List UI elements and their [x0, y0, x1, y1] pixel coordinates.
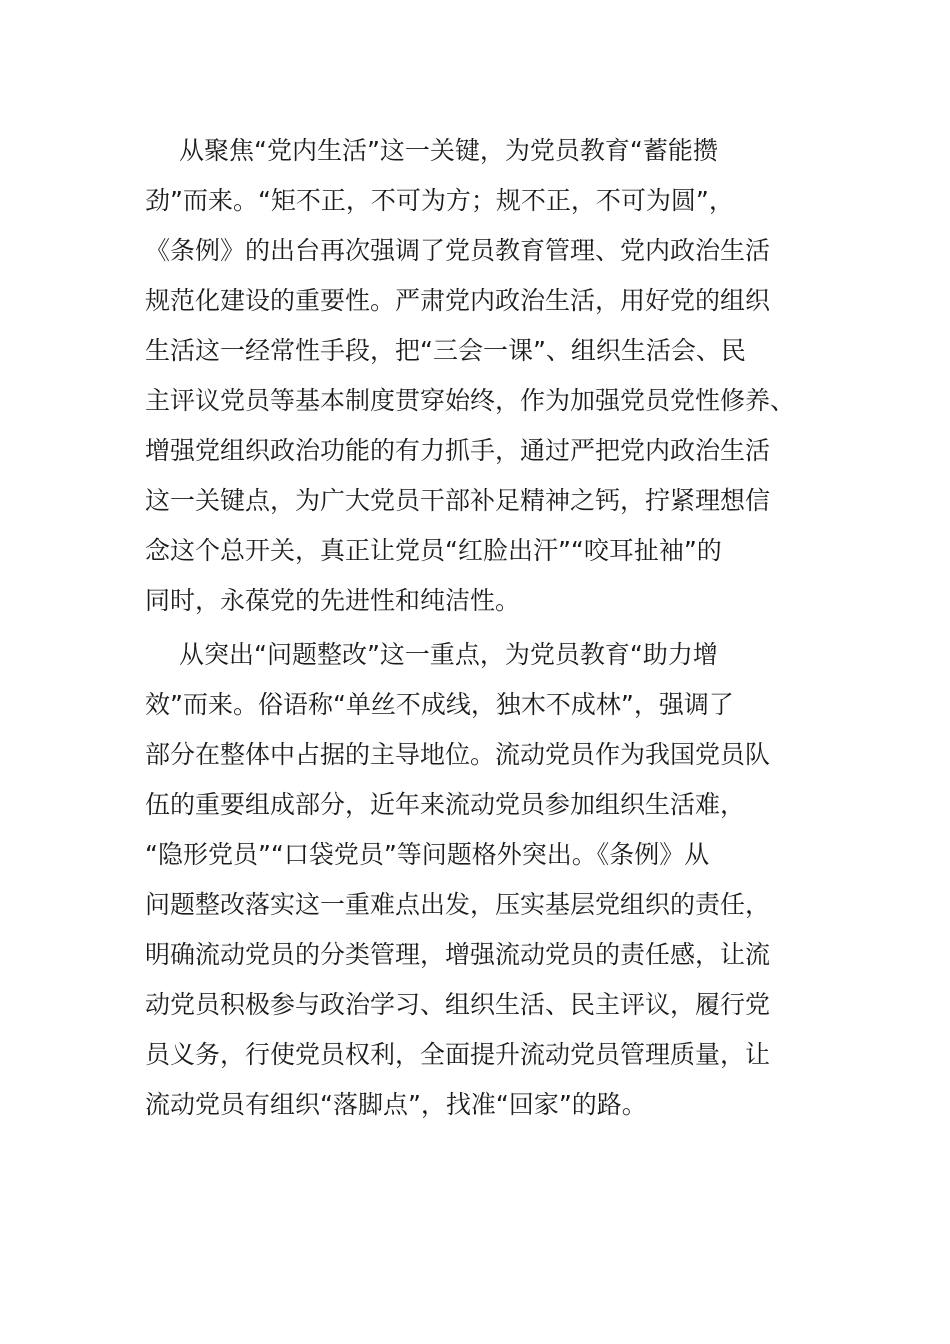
paragraph-line: 部分在整体中占据的主导地位。流动党员作为我国党员队 [145, 740, 771, 769]
paragraph-line: 这一关键点，为广大党员干部补足精神之钙，拧紧理想信 [145, 486, 771, 515]
paragraph-1 [145, 126, 805, 626]
paragraph-line: 增强党组织政治功能的有力抓手，通过严把党内政治生活 [145, 436, 771, 465]
paragraph-line: 《条例》的出台再次强调了党员教育管理、党内政治生活 [145, 236, 771, 265]
document-body [145, 126, 805, 1130]
paragraph-line: 流动党员有组织“落脚点”，找准“回家”的路。 [145, 1090, 647, 1119]
paragraph-line: 效”而来。俗语称“单丝不成线，独木不成林”，强调了 [145, 690, 734, 719]
paragraph-line: 伍的重要组成部分，近年来流动党员参加组织生活难， [145, 790, 746, 819]
paragraph-line: 劲”而来。“矩不正，不可为方；规不正，不可为圆”， [145, 186, 734, 215]
paragraph-line: 明确流动党员的分类管理，增强流动党员的责任感，让流 [145, 940, 771, 969]
paragraph-line: 规范化建设的重要性。严肃党内政治生活，用好党的组织 [145, 286, 771, 315]
paragraph-line: 动党员积极参与政治学习、组织生活、民主评议，履行党 [145, 990, 771, 1019]
paragraph-line: 同时，永葆党的先进性和纯洁性。 [145, 586, 521, 615]
paragraph-line: 生活这一经常性手段，把“三会一课”、组织生活会、民 [145, 336, 746, 365]
paragraph-line: “隐形党员”“口袋党员”等问题格外突出。《条例》从 [145, 840, 710, 869]
paragraph-line: 问题整改落实这一重难点出发，压实基层党组织的责任， [145, 890, 771, 919]
paragraph-2 [145, 630, 805, 1130]
paragraph-line: 念这个总开关，真正让党员“红脸出汗”“咬耳扯袖”的 [145, 536, 722, 565]
paragraph-line: 员义务，行使党员权利，全面提升流动党员管理质量，让 [145, 1040, 771, 1069]
paragraph-line: 从突出“问题整改”这一重点，为党员教育“助力增 [179, 640, 718, 669]
paragraph-line: 从聚焦“党内生活”这一关键，为党员教育“蓄能攒 [179, 136, 718, 165]
paragraph-line: 主评议党员等基本制度贯穿始终，作为加强党员党性修养、 [145, 386, 796, 415]
